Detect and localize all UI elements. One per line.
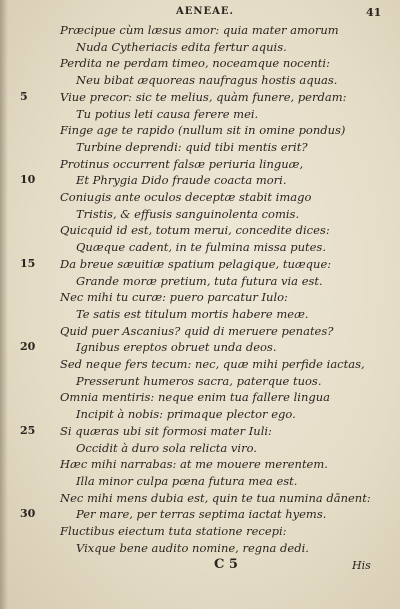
verse-line	[0, 206, 400, 222]
verse-text: Nec mihi tu curæ: puero parcatur Iulo:	[60, 290, 288, 305]
verse-text: Fluctibus eiectum tuta statione recepi:	[60, 524, 287, 538]
verse-line	[0, 289, 400, 305]
verse-line	[0, 356, 400, 372]
verse-text: Tristis, & effusis sanguinolenta comis.	[76, 206, 300, 221]
verse-line	[0, 306, 400, 322]
verse-line	[0, 106, 400, 122]
verse-text: Illa minor culpa pœna futura mea est.	[76, 473, 298, 488]
verse-text: Si quæras ubi sit formosi mater Iuli:	[60, 423, 272, 438]
running-head: AENEAE.	[176, 6, 235, 17]
verse-text: Tu potius leti causa ferere mei.	[76, 106, 259, 121]
verse-line	[0, 373, 400, 389]
verse-text: Te satis est titulum mortis habere meæ.	[76, 306, 309, 321]
verse-text: Vixque bene audito nomine, regna dedi.	[76, 540, 309, 555]
verse-text: Neu bibat æquoreas naufragus hostis aquas.	[76, 73, 338, 88]
verse-text: Viue precor: sic te melius, quàm funere, perdam:	[60, 89, 347, 104]
line-number: 25	[20, 423, 36, 437]
verse-line	[0, 339, 400, 355]
line-number: 20	[20, 340, 36, 354]
verse-text: Hæc mihi narrabas: at me mouere merentem.	[60, 457, 328, 472]
verse-line	[0, 172, 400, 188]
verse-line	[0, 456, 400, 472]
verse-line	[0, 256, 400, 272]
verse-line	[0, 406, 400, 422]
verse-line	[0, 156, 400, 172]
verse-line	[0, 490, 400, 506]
verse-line	[0, 423, 400, 439]
verse-line	[0, 473, 400, 489]
verse-text: Quæque cadent, in te fulmina missa putes.	[76, 240, 326, 255]
verse-line	[0, 22, 400, 38]
verse-line	[0, 323, 400, 339]
verse-text: Quicquid id est, totum merui, concedite dices:	[60, 223, 330, 238]
verse-text: Occidit à duro sola relicta viro.	[76, 440, 257, 455]
line-number: 30	[20, 507, 36, 521]
line-number: 15	[20, 256, 36, 270]
verse-line	[0, 273, 400, 289]
verse-line	[0, 523, 400, 539]
verse-line	[0, 506, 400, 522]
verse-text: Præcipue cùm læsus amor: quia mater amorum	[60, 23, 339, 37]
verse-line	[0, 39, 400, 55]
verse-line	[0, 72, 400, 88]
verse-text: Per mare, per terras septima iactat hyems.	[76, 507, 327, 522]
verse-text: Turbine deprendi: quid tibi mentis erit?	[76, 139, 308, 154]
page-footer	[0, 557, 400, 577]
verse-line	[0, 222, 400, 238]
verse-line	[0, 55, 400, 71]
verse-text: Nuda Cytheriacis edita fertur aquis.	[76, 39, 287, 54]
verse-line	[0, 239, 400, 255]
verse-line	[0, 440, 400, 456]
verse-line	[0, 389, 400, 405]
page-number: 41	[366, 6, 382, 19]
verse-text: Quid puer Ascanius? quid di meruere penates?	[60, 323, 334, 338]
catchword: His	[352, 559, 371, 572]
verse-text: Grande moræ pretium, tuta futura via est.	[76, 273, 323, 288]
verse-line	[0, 122, 400, 138]
verse-text: Incipit à nobis: primaque plector ego.	[76, 407, 296, 422]
verse-text: Da breue sæuitiæ spatium pelagique, tuæque:	[60, 256, 332, 271]
verse-text: Coniugis ante oculos deceptæ stabit imago	[60, 190, 312, 204]
verse-text: Finge age te rapido (nullum sit in omine pondus)	[60, 123, 346, 138]
verse-text: Omnia mentiris: neque enim tua fallere lingua	[60, 390, 331, 405]
verse-text: Ignibus ereptos obruet unda deos.	[76, 340, 277, 355]
verse-line	[0, 540, 400, 556]
page-header	[0, 6, 400, 22]
verse-line	[0, 139, 400, 155]
line-number: 5	[20, 89, 28, 103]
verse-line	[0, 189, 400, 205]
verse-text: Nec mihi mens dubia est, quin te tua numina dānent:	[60, 490, 371, 505]
signature-mark: C 5	[214, 557, 238, 572]
verse-text: Perdita ne perdam timeo, noceamque nocenti:	[60, 56, 330, 71]
verse-text: Protinus occurrent falsæ periuria linguæ,	[60, 156, 304, 171]
line-number: 10	[20, 173, 36, 187]
verse-line	[0, 89, 400, 105]
verse-text: Et Phrygia Dido fraude coacta mori.	[76, 173, 287, 188]
verse-text: Presserunt humeros sacra, paterque tuos.	[76, 373, 322, 388]
verse-text: Sed neque fers tecum: nec, quæ mihi perfide iactas,	[60, 357, 365, 371]
